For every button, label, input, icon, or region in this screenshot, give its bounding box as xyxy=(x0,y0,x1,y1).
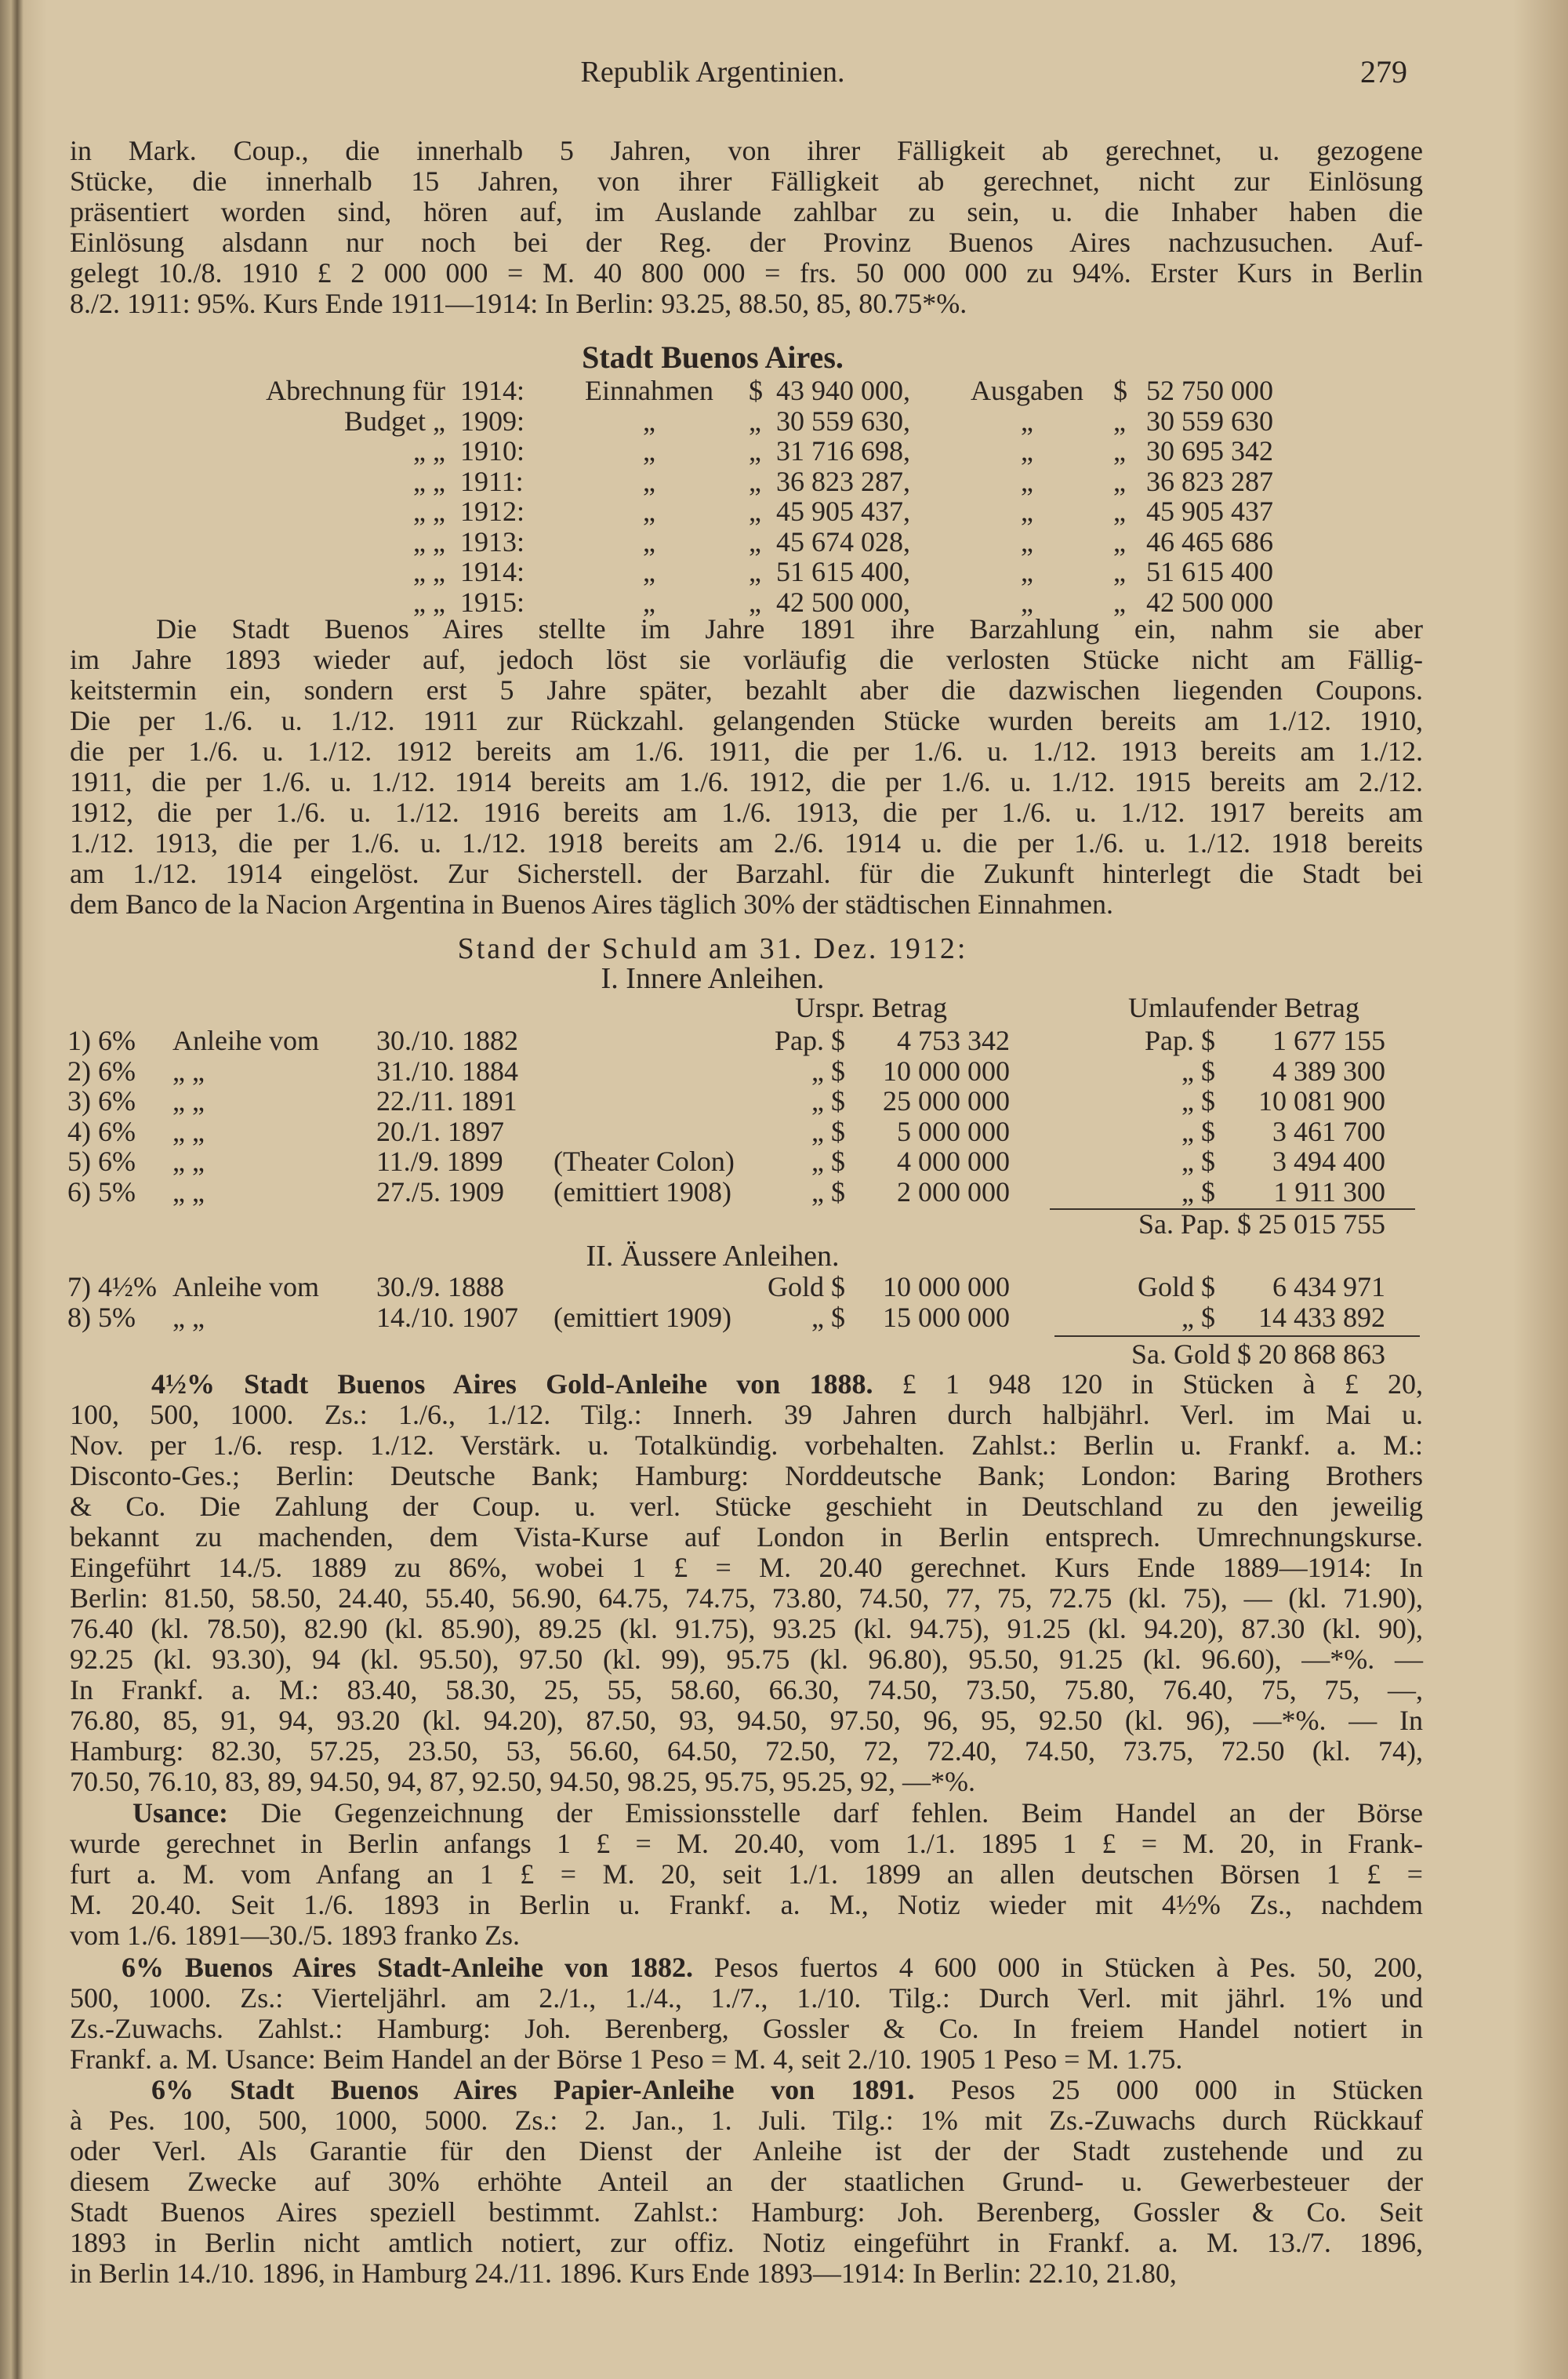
text-line: Stadt Buenos Aires speziell bestimmt. Zahlst.: Hamburg: Joh. Berenberg, Gossler & Co. Seit xyxy=(70,2196,1423,2228)
original-amount: 4 000 000 xyxy=(897,1146,1010,1177)
loan-number: 5) 6% xyxy=(67,1146,136,1177)
expense-amount: 30 559 630 xyxy=(1146,405,1273,437)
text-line xyxy=(70,1798,1423,1829)
outstanding-prefix: „ $ xyxy=(1181,1175,1215,1208)
original-prefix: Gold $ xyxy=(768,1271,845,1302)
income-label: „ xyxy=(643,435,655,467)
loan-row xyxy=(0,1084,1568,1115)
loan-date: 22./11. 1891 xyxy=(376,1085,517,1117)
page-number: 279 xyxy=(1360,54,1407,89)
year: 1911: xyxy=(460,465,524,497)
original-prefix: „ $ xyxy=(811,1301,845,1333)
original-amount: 10 000 000 xyxy=(883,1055,1010,1087)
income-amount: 51 615 400, xyxy=(776,556,910,587)
outstanding-amount: 1 911 300 xyxy=(1273,1175,1385,1208)
year: 1909: xyxy=(460,405,525,437)
loan-name: Anleihe vom xyxy=(172,1025,319,1056)
expense-amount: 52 750 000 xyxy=(1146,375,1273,406)
income-currency: „ xyxy=(749,405,761,437)
loan-number: 6) 5% xyxy=(67,1175,136,1208)
text-line: keitstermin ein, sondern erst 5 Jahre später, bezahlt aber die dazwischen liegenden Coupons. xyxy=(70,674,1423,706)
expense-currency: „ xyxy=(1113,435,1126,467)
expense-currency: „ xyxy=(1113,465,1126,497)
internal-total: Sa. Pap. $ 25 015 755 xyxy=(1138,1208,1385,1240)
outstanding-amount: 3 494 400 xyxy=(1272,1146,1385,1177)
text-line: 500, 1000. Zs.: Vierteljährl. am 2./1., 1./4., 1./7., 1./10. Tilg.: Durch Verl. mit jährl. 1% und xyxy=(70,1982,1423,2014)
year: 1915: xyxy=(460,586,525,618)
loan-date: 30./10. 1882 xyxy=(376,1025,519,1056)
year: 1914: xyxy=(460,375,525,406)
loan-name: „ „ xyxy=(172,1301,205,1333)
expense-label: „ xyxy=(1021,556,1033,587)
expense-label: „ xyxy=(1021,435,1033,467)
row-label: „ „ xyxy=(413,496,445,527)
expense-currency: „ xyxy=(1113,586,1126,618)
external-total-row xyxy=(0,1338,1568,1368)
loan-row xyxy=(0,1145,1568,1175)
text-line: vom 1./6. 1891—30./5. 1893 franko Zs. xyxy=(70,1920,520,1951)
row-label: „ „ xyxy=(413,586,445,618)
text-line: Die Stadt Buenos Aires stellte im Jahre 1891 ihre Barzahlung ein, nahm sie aber xyxy=(156,613,1423,645)
internal-loans-title: I. Innere Anleihen. xyxy=(601,962,825,995)
line-text: Pesos 25 000 000 in Stücken xyxy=(914,2074,1423,2105)
text-line: Frankf. a. M. Usance: Beim Handel an der Börse 1 Peso = M. 4, seit 2./10. 1905 1 Peso = M. 1.75. xyxy=(70,2043,1183,2075)
section-title-stadt-buenos-aires: Stadt Buenos Aires. xyxy=(582,340,844,375)
text-line: 76.40 (kl. 78.50), 82.90 (kl. 85.90), 89.25 (kl. 91.75), 93.25 (kl. 94.75), 91.25 (kl. 94.20), 87.30 (kl. 90), xyxy=(70,1613,1423,1644)
text-line: In Frankf. a. M.: 83.40, 58.30, 25, 55, 58.60, 66.30, 74.50, 73.50, 75.80, 76.40, 75, 75, —, xyxy=(70,1674,1423,1705)
loan-row xyxy=(0,1055,1568,1085)
expense-label: „ xyxy=(1021,465,1033,497)
col-outstanding-amount: Umlaufender Betrag xyxy=(1128,992,1359,1023)
row-label: Abrechnung für xyxy=(266,375,445,406)
text-line: & Co. Die Zahlung der Coup. u. verl. Stücke geschieht in Deutschland zu den jeweilig xyxy=(70,1491,1423,1522)
income-currency: „ xyxy=(749,465,761,497)
text-line: 1911, die per 1./6. u. 1./12. 1914 bereits am 1./6. 1912, die per 1./6. u. 1./12. 1915 bereits am 2./12. xyxy=(70,766,1423,797)
text-line: in Mark. Coup., die innerhalb 5 Jahren, von ihrer Fälligkeit ab gerechnet, u. gezogene xyxy=(70,135,1423,166)
original-amount: 4 753 342 xyxy=(897,1025,1010,1056)
col-original-amount: Urspr. Betrag xyxy=(795,992,947,1023)
debt-title: Stand der Schuld am 31. Dez. 1912: xyxy=(457,932,968,965)
text-line: 1912, die per 1./6. u. 1./12. 1916 bereits am 1./6. 1913, die per 1./6. u. 1./12. 1917 bereits am xyxy=(70,797,1423,828)
outstanding-prefix: „ $ xyxy=(1181,1055,1215,1087)
text-line: Die per 1./6. u. 1./12. 1911 zur Rückzahl. gelangenden Stücke wurden bereits am 1./12. 1910, xyxy=(70,705,1423,736)
loan-date: 11./9. 1899 xyxy=(376,1146,503,1177)
line-text: Pesos fuertos 4 600 000 in Stücken à Pes. 50, 200, xyxy=(692,1952,1423,1983)
expense-currency: „ xyxy=(1113,556,1126,587)
expense-amount: 42 500 000 xyxy=(1146,586,1273,618)
text-line: Zs.-Zuwachs. Zahlst.: Hamburg: Joh. Berenberg, Gossler & Co. In freiem Handel notiert in xyxy=(70,2013,1423,2044)
income-label: „ xyxy=(643,465,655,497)
expense-label: „ xyxy=(1021,496,1033,527)
income-currency: „ xyxy=(749,435,761,467)
income-label: Einnahmen xyxy=(585,375,713,406)
loan-row xyxy=(0,1115,1568,1146)
income-currency: „ xyxy=(749,496,761,527)
expense-amount: 36 823 287 xyxy=(1146,465,1273,497)
loan-name: Anleihe vom xyxy=(172,1271,319,1302)
loan-row xyxy=(0,1270,1568,1301)
income-amount: 36 823 287, xyxy=(776,465,910,497)
budget-row xyxy=(0,434,1568,465)
text-line: präsentiert worden sind, hören auf, im Auslande zahlbar zu sein, u. die Inhaber haben die xyxy=(70,196,1423,227)
income-amount: 43 940 000, xyxy=(776,375,910,406)
budget-row xyxy=(0,525,1568,556)
loan-name: „ „ xyxy=(172,1055,205,1087)
text-line: Eingeführt 14./5. 1889 zu 86%, wobei 1 £ = M. 20.40 gerechnet. Kurs Ende 1889—1914: In xyxy=(70,1552,1423,1583)
expense-label: „ xyxy=(1021,525,1033,558)
bold-lead: 6% Buenos Aires Stadt-Anleihe von 1882. xyxy=(122,1952,693,1983)
expense-amount: 45 905 437 xyxy=(1146,496,1273,527)
row-label: „ „ xyxy=(413,465,445,497)
running-head: Republik Argentinien. xyxy=(580,56,845,89)
loan-date: 27./5. 1909 xyxy=(376,1175,505,1208)
expense-currency: „ xyxy=(1113,405,1126,437)
expense-amount: 30 695 342 xyxy=(1146,435,1273,467)
sum-rule xyxy=(1054,1335,1420,1337)
year: 1914: xyxy=(460,556,525,587)
loan-date: 30./9. 1888 xyxy=(376,1271,505,1302)
text-line: 76.80, 85, 91, 94, 93.20 (kl. 94.20), 87.50, 93, 94.50, 97.50, 96, 95, 92.50 (kl. 96), —*%. — In xyxy=(70,1705,1423,1736)
original-prefix: Pap. $ xyxy=(775,1025,845,1056)
year: 1912: xyxy=(460,496,525,527)
text-line: Einlösung alsdann nur noch bei der Reg. der Provinz Buenos Aires nachzusuchen. Auf- xyxy=(70,227,1423,258)
expense-currency: $ xyxy=(1113,375,1127,406)
text-line: 92.25 (kl. 93.30), 94 (kl. 95.50), 97.50 (kl. 99), 95.75 (kl. 96.80), 95.50, 91.25 (kl. 96.60), —*%. — xyxy=(70,1644,1423,1675)
loan-date: 20./1. 1897 xyxy=(376,1115,505,1147)
text-line: furt a. M. vom Anfang an 1 £ = M. 20, seit 1./1. 1899 an allen deutschen Börsen 1 £ = xyxy=(70,1858,1423,1890)
loan-number: 4) 6% xyxy=(67,1115,136,1147)
text-line: 1./12. 1913, die per 1./6. u. 1./12. 1918 bereits am 2./6. 1914 u. die per 1./6. u. 1./12. 1918 bereits xyxy=(70,827,1423,859)
budget-row xyxy=(0,555,1568,586)
loan-name: „ „ xyxy=(172,1115,205,1147)
income-label: „ xyxy=(643,496,655,527)
expense-label: Ausgaben xyxy=(971,375,1083,406)
text-line: 70.50, 76.10, 83, 89, 94.50, 94, 87, 92.50, 94.50, 98.25, 95.75, 95.25, 92, —*%. xyxy=(70,1766,975,1797)
intro-paragraph xyxy=(70,136,1423,319)
loan-number: 3) 6% xyxy=(67,1085,136,1117)
original-prefix: „ $ xyxy=(811,1175,845,1208)
year: 1910: xyxy=(460,435,525,467)
income-amount: 42 500 000, xyxy=(776,586,910,618)
outstanding-amount: 3 461 700 xyxy=(1272,1115,1385,1147)
gold-loan-1888-paragraph xyxy=(70,1369,1423,1797)
outstanding-prefix: „ $ xyxy=(1181,1085,1215,1117)
loan-number: 2) 6% xyxy=(67,1055,136,1087)
loan-note: (Theater Colon) xyxy=(554,1146,735,1177)
row-label: „ „ xyxy=(413,525,445,558)
text-line: Hamburg: 82.30, 57.25, 23.50, 53, 56.60, 64.50, 72.50, 72, 72.40, 74.50, 73.75, 72.50 (kl. 74), xyxy=(70,1735,1423,1767)
loan-number: 8) 5% xyxy=(67,1301,136,1333)
text-line: oder Verl. Als Garantie für den Dienst der Anleihe ist der der Stadt zustehende und zu xyxy=(70,2135,1423,2167)
original-amount: 15 000 000 xyxy=(883,1301,1010,1333)
budget-row xyxy=(0,374,1568,405)
bold-lead: 6% Stadt Buenos Aires Papier-Anleihe von 1891. xyxy=(151,2074,915,2105)
expense-amount: 46 465 686 xyxy=(1146,525,1273,558)
text-line xyxy=(70,2075,1423,2105)
outstanding-prefix: „ $ xyxy=(1181,1146,1215,1177)
outstanding-prefix: „ $ xyxy=(1181,1301,1215,1333)
income-amount: 30 559 630, xyxy=(776,405,910,437)
payment-paragraph xyxy=(70,614,1423,920)
text-line: am 1./12. 1914 eingelöst. Zur Sicherstell. der Barzahl. für die Zukunft hinterlegt die Stadt bei xyxy=(70,858,1423,889)
loan-name: „ „ xyxy=(172,1175,205,1208)
text-line: Nov. per 1./6. resp. 1./12. Verstärk. u. Totalkündig. vorbehalten. Zahlst.: Berlin u. Frankf. a. M.: xyxy=(70,1429,1423,1461)
loan-row xyxy=(0,1301,1568,1331)
usance-paragraph xyxy=(70,1798,1423,1951)
expense-currency: „ xyxy=(1113,525,1126,558)
text-line xyxy=(70,1952,1423,1983)
income-currency: „ xyxy=(749,586,761,618)
original-prefix: „ $ xyxy=(811,1146,845,1177)
external-loans-title: II. Äussere Anleihen. xyxy=(586,1240,840,1273)
outstanding-amount: 10 081 900 xyxy=(1258,1085,1385,1117)
loan-1882-paragraph xyxy=(70,1952,1423,2075)
outstanding-prefix: Pap. $ xyxy=(1145,1025,1215,1056)
loan-row xyxy=(0,1175,1568,1206)
text-line: bekannt zu machenden, dem Vista-Kurse auf London in Berlin entsprech. Umrechnungskurse. xyxy=(70,1521,1423,1553)
text-line: M. 20.40. Seit 1./6. 1893 in Berlin u. Frankf. a. M., Notiz wieder mit 4½% Zs., nachdem xyxy=(70,1889,1423,1920)
text-line: im Jahre 1893 wieder auf, jedoch löst sie vorläufig die verlosten Stücke nicht am Fällig- xyxy=(70,644,1423,675)
income-label: „ xyxy=(643,405,655,437)
expense-label: „ xyxy=(1021,405,1033,437)
outstanding-prefix: Gold $ xyxy=(1138,1271,1215,1302)
loan-number: 1) 6% xyxy=(67,1025,136,1056)
line-text: £ 1 948 120 in Stücken à £ 20, xyxy=(873,1368,1423,1400)
debt-column-headers xyxy=(0,991,1568,1022)
loan-name: „ „ xyxy=(172,1146,205,1177)
row-label: „ „ xyxy=(413,435,445,467)
text-line: wurde gerechnet in Berlin anfangs 1 £ = M. 20.40, vom 1./1. 1895 1 £ = M. 20, in Frank- xyxy=(70,1828,1423,1859)
original-prefix: „ $ xyxy=(811,1055,845,1087)
outstanding-amount: 6 434 971 xyxy=(1272,1271,1385,1302)
income-amount: 45 674 028, xyxy=(776,525,910,558)
bold-lead: Usance: xyxy=(132,1797,228,1829)
external-total: Sa. Gold $ 20 868 863 xyxy=(1131,1338,1385,1370)
row-label: Budget „ xyxy=(344,405,445,437)
text-line: Stücke, die innerhalb 15 Jahren, von ihrer Fälligkeit ab gerechnet, nicht zur Einlösung xyxy=(70,165,1423,197)
budget-row xyxy=(0,405,1568,435)
income-amount: 45 905 437, xyxy=(776,496,910,527)
outstanding-amount: 1 677 155 xyxy=(1272,1025,1385,1056)
income-label: „ xyxy=(643,556,655,587)
income-currency: $ xyxy=(749,375,763,406)
original-prefix: „ $ xyxy=(811,1115,845,1147)
loan-date: 31./10. 1884 xyxy=(376,1055,519,1087)
expense-currency: „ xyxy=(1113,496,1126,527)
loan-number: 7) 4½% xyxy=(67,1271,157,1302)
loan-note: (emittiert 1909) xyxy=(554,1301,731,1333)
line-text: Die Gegenzeichnung der Emissionsstelle darf fehlen. Beim Handel an der Börse xyxy=(227,1797,1423,1829)
outstanding-amount: 4 389 300 xyxy=(1272,1055,1385,1087)
text-line: à Pes. 100, 500, 1000, 5000. Zs.: 2. Jan., 1. Juli. Tilg.: 1% mit Zs.-Zuwachs durch Rückkauf xyxy=(70,2105,1423,2136)
original-amount: 25 000 000 xyxy=(883,1085,1010,1117)
expense-label: „ xyxy=(1021,586,1033,618)
loan-1891-paragraph xyxy=(70,2075,1423,2289)
loan-row xyxy=(0,1024,1568,1055)
income-label: „ xyxy=(643,586,655,618)
outstanding-amount: 14 433 892 xyxy=(1258,1301,1385,1333)
income-amount: 31 716 698, xyxy=(776,435,910,467)
original-amount: 2 000 000 xyxy=(897,1175,1010,1208)
text-line: 100, 500, 1000. Zs.: 1./6., 1./12. Tilg.: Innerh. 39 Jahren durch halbjährl. Verl. im Mai u. xyxy=(70,1399,1423,1430)
income-currency: „ xyxy=(749,525,761,558)
text-line: diesem Zwecke auf 30% erhöhte Anteil an der staatlichen Grund- u. Gewerbesteuer der xyxy=(70,2166,1423,2197)
income-currency: „ xyxy=(749,556,761,587)
bold-lead: 4½% Stadt Buenos Aires Gold-Anleihe von 1888. xyxy=(151,1368,873,1400)
original-amount: 5 000 000 xyxy=(897,1115,1010,1147)
expense-amount: 51 615 400 xyxy=(1146,556,1273,587)
text-line: dem Banco de la Nacion Argentina in Buenos Aires täglich 30% der städtischen Einnahmen. xyxy=(70,888,1113,920)
loan-name: „ „ xyxy=(172,1085,205,1117)
text-line: Berlin: 81.50, 58.50, 24.40, 55.40, 56.90, 64.75, 74.75, 73.80, 74.50, 77, 75, 72.75 (kl. 75), — (kl. 71.90), xyxy=(70,1582,1423,1614)
text-line: die per 1./6. u. 1./12. 1912 bereits am 1./6. 1911, die per 1./6. u. 1./12. 1913 bereits am 1./12. xyxy=(70,735,1423,767)
text-line: 1893 in Berlin nicht amtlich notiert, zur offiz. Notiz eingeführt in Frankf. a. M. 13./7. 1896, xyxy=(70,2227,1423,2258)
row-label: „ „ xyxy=(413,556,445,587)
budget-row xyxy=(0,586,1568,616)
year: 1913: xyxy=(460,525,525,558)
text-line xyxy=(70,1369,1423,1400)
text-line: in Berlin 14./10. 1896, in Hamburg 24./11. 1896. Kurs Ende 1893—1914: In Berlin: 22.10, 21.80, xyxy=(70,2257,1177,2289)
loan-date: 14./10. 1907 xyxy=(376,1301,519,1333)
budget-row xyxy=(0,465,1568,496)
text-line: 8./2. 1911: 95%. Kurs Ende 1911—1914: In Berlin: 93.25, 88.50, 85, 80.75*%. xyxy=(70,288,967,319)
loan-note: (emittiert 1908) xyxy=(554,1175,731,1208)
original-prefix: „ $ xyxy=(811,1085,845,1117)
text-line: gelegt 10./8. 1910 £ 2 000 000 = M. 40 800 000 = frs. 50 000 000 zu 94%. Erster Kurs in Berlin xyxy=(70,257,1423,289)
text-line: Disconto-Ges.; Berlin: Deutsche Bank; Hamburg: Norddeutsche Bank; London: Baring Brothers xyxy=(70,1460,1423,1491)
original-amount: 10 000 000 xyxy=(883,1271,1010,1302)
internal-total-row xyxy=(0,1208,1568,1238)
budget-row xyxy=(0,495,1568,525)
outstanding-prefix: „ $ xyxy=(1181,1115,1215,1147)
income-label: „ xyxy=(643,525,655,558)
